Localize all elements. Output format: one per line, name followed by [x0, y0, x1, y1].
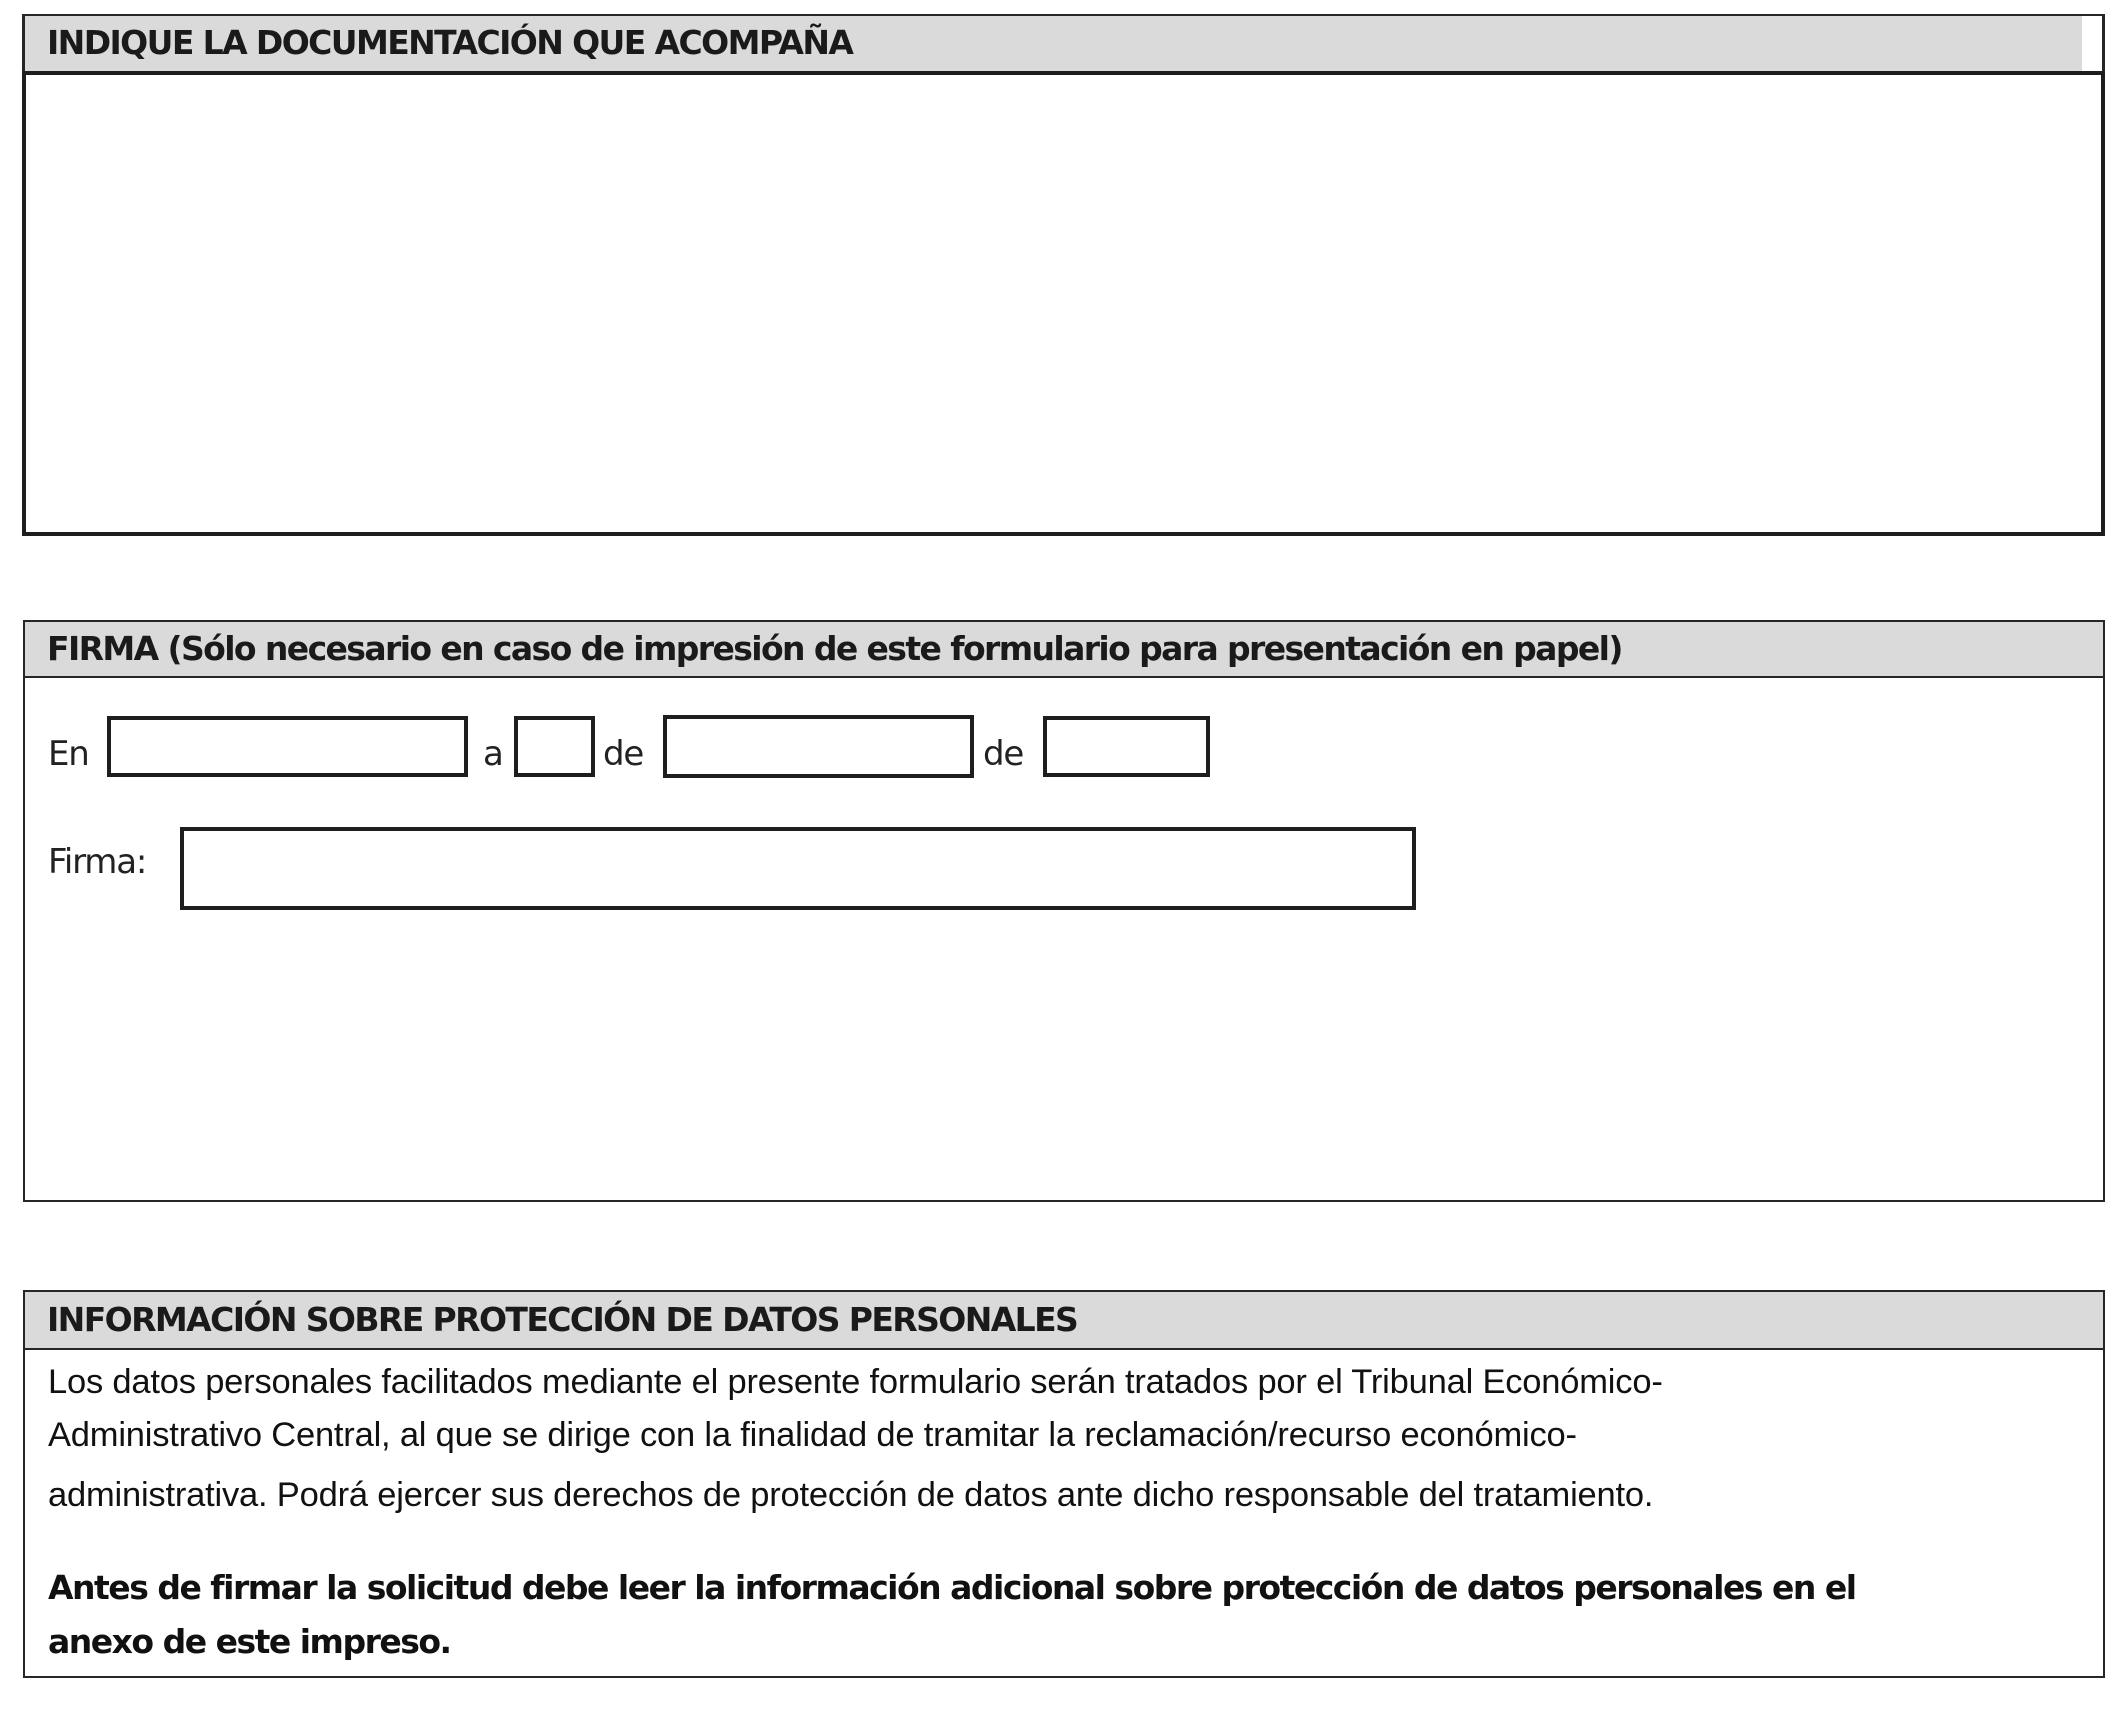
signature-header — [25, 622, 2103, 678]
month-input[interactable] — [663, 715, 974, 778]
day-label: a — [483, 734, 503, 774]
documentation-header — [25, 16, 2082, 72]
documentation-title: INDIQUE LA DOCUMENTACIÓN QUE ACOMPAÑA — [47, 23, 853, 62]
privacy-text-line-3: administrativa. Podrá ejercer sus derechos de protección de datos ante dicho responsable del tratamiento. — [48, 1476, 1654, 1514]
privacy-section — [23, 1290, 2105, 1678]
month-label: de — [603, 734, 644, 774]
signature-section — [23, 620, 2105, 1202]
privacy-notice-line-1: Antes de firmar la solicitud debe leer la información adicional sobre protección de datos personales en el — [48, 1568, 1856, 1607]
signature-input[interactable] — [180, 827, 1416, 910]
year-input[interactable] — [1043, 716, 1210, 777]
documentation-textarea[interactable] — [22, 71, 2105, 536]
privacy-text-line-1: Los datos personales facilitados mediante el presente formulario serán tratados por el Tribunal Económico- — [48, 1363, 1663, 1401]
place-label: En — [48, 734, 89, 774]
privacy-text-line-2: Administrativo Central, al que se dirige con la finalidad de tramitar la reclamación/recurso económico- — [48, 1416, 1577, 1454]
privacy-title: INFORMACIÓN SOBRE PROTECCIÓN DE DATOS PERSONALES — [47, 1300, 1078, 1339]
privacy-header — [25, 1292, 2103, 1350]
day-input[interactable] — [514, 716, 595, 777]
privacy-notice-line-2: anexo de este impreso. — [48, 1622, 451, 1661]
documentation-section — [22, 14, 2105, 536]
year-label: de — [983, 734, 1024, 774]
signature-label: Firma: — [48, 842, 147, 882]
place-input[interactable] — [107, 716, 468, 777]
signature-title: FIRMA (Sólo necesario en caso de impresión de este formulario para presentación en papel) — [47, 629, 1622, 668]
